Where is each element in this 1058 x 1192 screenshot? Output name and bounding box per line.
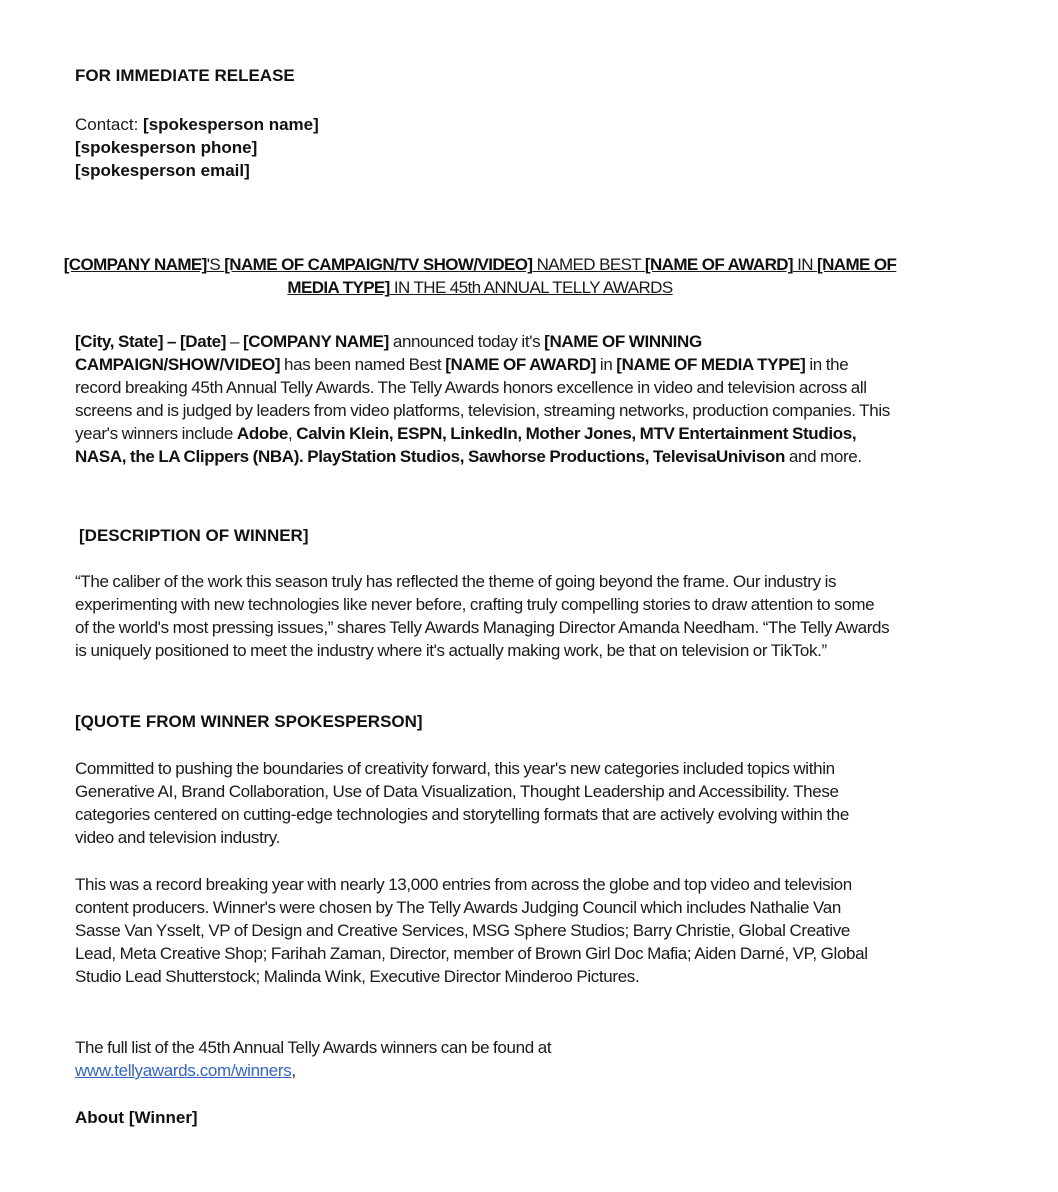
intro-winners: Calvin Klein, ESPN, LinkedIn, Mother Jones, MTV Entertainment Studios, NASA, the LA Clippers (NBA). PlayStation Studios, Sawhorse Productions, TelevisaUnivison xyxy=(75,424,857,466)
quote-heading-text: [QUOTE FROM WINNER SPOKESPERSON] xyxy=(75,712,423,731)
description-heading xyxy=(79,524,309,547)
intro-text: in xyxy=(596,355,617,374)
contact-email: [spokesperson email] xyxy=(75,161,250,180)
intro-text: has been named Best xyxy=(280,355,446,374)
about-heading xyxy=(75,1106,198,1129)
intro-text: and more. xyxy=(785,447,862,466)
headline-part: IN xyxy=(793,255,818,274)
quote-heading xyxy=(75,710,423,733)
judges-paragraph: This was a record breaking year with nearly 13,000 entries from across the globe and top video and television content producers. Winner's were chosen by The Telly Awards Judging Council which includes Nathalie Van Sasse Van Ysselt, VP of Design and Creative Services, MSG Sphere Studios; Barry Christie, Global Creative Lead, Meta Creative Shop; Farihah Zaman, Director, member of Brown Girl Doc Mafia; Aiden Darné, VP, Global Studio Lead Shutterstock; Malinda Wink, Executive Director Minderoo Pictures. xyxy=(75,875,868,986)
intro-text: – xyxy=(226,332,243,351)
headline-campaign: [NAME OF CAMPAIGN/TV SHOW/VIDEO] xyxy=(224,255,533,274)
quote-paragraph: “The caliber of the work this season truly has reflected the theme of going beyond the frame. Our industry is experimenting with new technologies like never before, crafting truly compelling stories to draw attention to some of the world's most pressing issues,” shares Telly Awards Managing Director Amanda Needham. “The Telly Awards is uniquely positioned to meet the industry where it's actually making work, be that on television or TikTok.” xyxy=(75,572,890,660)
intro-award: [NAME OF AWARD] xyxy=(445,355,597,374)
intro-company: [COMPANY NAME] xyxy=(242,332,389,351)
intro-paragraph xyxy=(75,330,890,468)
headline-part: NAMED BEST xyxy=(532,255,645,274)
intro-campaign: [NAME OF WINNING CAMPAIGN/SHOW/VIDEO] xyxy=(75,332,702,374)
full-list-paragraph xyxy=(75,1036,890,1082)
categories-paragraph: Committed to pushing the boundaries of creativity forward, this year's new categories included topics within Generative AI, Brand Collaboration, Use of Data Visualization, Thought Leadership and Accessibility. These categories centered on cutting-edge technologies and storytelling formats that are actively evolving within the video and television industry. xyxy=(75,759,849,847)
headline-award: [NAME OF AWARD] xyxy=(644,255,793,274)
headline-part: IN THE 45th ANNUAL TELLY AWARDS xyxy=(389,278,673,297)
release-label xyxy=(75,64,295,87)
full-list-text: The full list of the 45th Annual Telly Awards winners can be found at xyxy=(75,1038,552,1057)
contact-block xyxy=(75,113,319,182)
intro-winner: Adobe xyxy=(236,424,289,443)
intro-media: [NAME OF MEDIA TYPE] xyxy=(616,355,806,374)
intro-text: in the record breaking 45th Annual Telly Awards. The Telly Awards honors excellence in video and television across all screens and is judged by leaders from video platforms, television, streaming networks, production companies. This year's winners include xyxy=(75,355,890,443)
contact-name: [spokesperson name] xyxy=(143,115,319,134)
headline-company: [COMPANY NAME] xyxy=(63,255,207,274)
headline-part: 'S xyxy=(206,255,225,274)
headline-media: [NAME OF MEDIA TYPE] xyxy=(287,255,897,297)
description-heading-text: [DESCRIPTION OF WINNER] xyxy=(79,526,309,545)
link-suffix: , xyxy=(291,1061,296,1080)
intro-text: announced today it's xyxy=(388,332,545,351)
winners-link[interactable]: www.tellyawards.com/winners xyxy=(75,1061,292,1080)
about-heading-text: About [Winner] xyxy=(75,1108,198,1127)
intro-location: [City, State] – [Date] xyxy=(75,332,227,351)
intro-text: , xyxy=(288,424,297,443)
headline xyxy=(60,253,900,299)
contact-phone: [spokesperson phone] xyxy=(75,138,258,157)
release-text: FOR IMMEDIATE RELEASE xyxy=(75,66,295,85)
contact-label: Contact: xyxy=(75,115,144,134)
